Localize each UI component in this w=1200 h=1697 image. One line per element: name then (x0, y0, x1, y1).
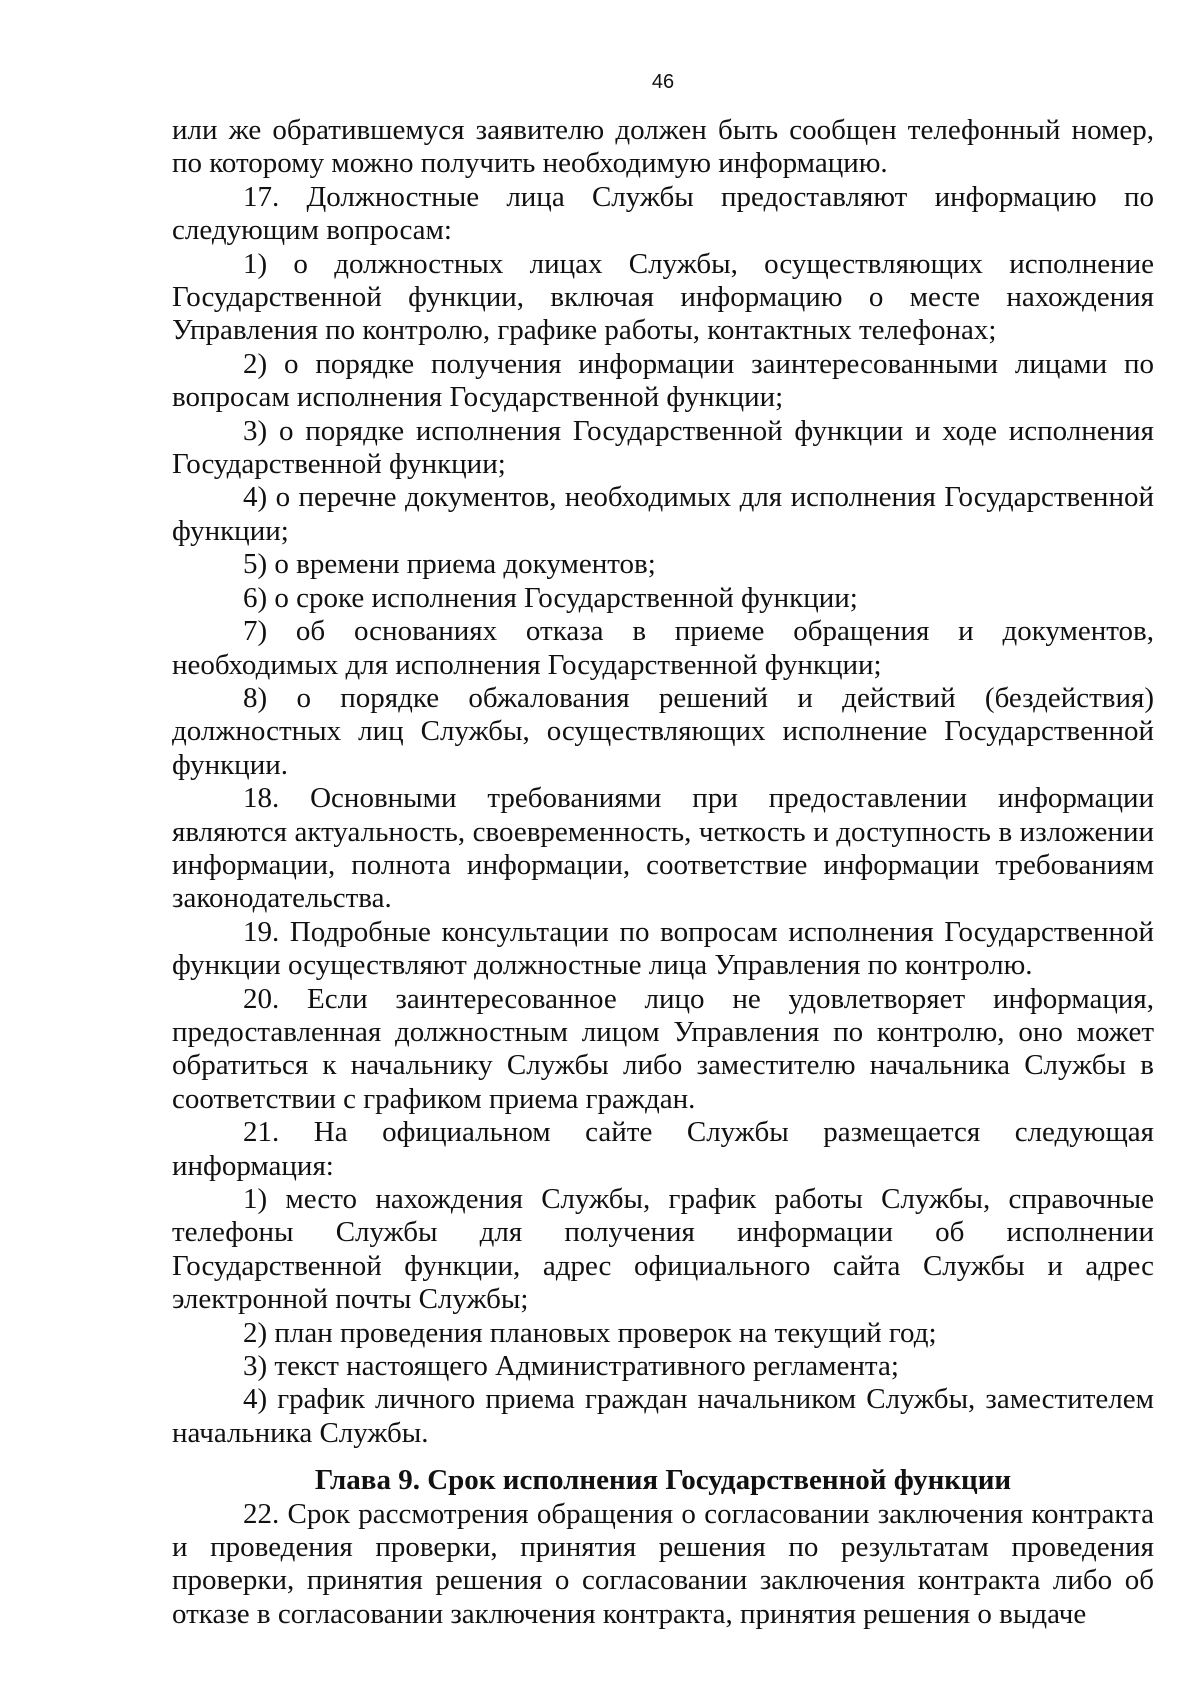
list-item-17-3: 3) о порядке исполнения Государственной функции и ходе исполнения Государственной функции; (172, 414, 1154, 481)
list-item-17-5: 5) о времени приема документов; (243, 548, 656, 581)
list-item-17-6: 6) о сроке исполнения Государственной функции; (243, 581, 858, 614)
list-item-21-3: 3) текст настоящего Административного регламента; (243, 1350, 899, 1383)
list-item-17-8: 8) о порядке обжалования решений и действий (бездействия) должностных лиц Службы, осуществляющих исполнение Государственной функции. (172, 681, 1154, 781)
paragraph-19: 19. Подробные консультации по вопросам исполнения Государственной функции осуществляют должностные лица Управления по контролю. (172, 915, 1154, 982)
paragraph-continuation: или же обратившемуся заявителю должен быть сообщен телефонный номер, по которому можно получить необходимую информацию. (172, 114, 1154, 180)
paragraph-17: 17. Должностные лица Службы предоставляют информацию по следующим вопросам: (172, 180, 1154, 247)
paragraph-21: 21. На официальном сайте Службы размещается следующая информация: (172, 1116, 1154, 1182)
list-item-17-2: 2) о порядке получения информации заинтересованными лицами по вопросам исполнения Государственной функции; (172, 347, 1154, 414)
list-item-21-2: 2) план проведения плановых проверок на текущий год; (243, 1316, 937, 1349)
list-item-17-1: 1) о должностных лицах Службы, осуществляющих исполнение Государственной функции, включая информацию о месте нахождения Управления по контролю, графике работы, контактных телефонах; (172, 247, 1154, 347)
list-item-21-1: 1) место нахождения Службы, график работы Службы, справочные телефоны Службы для получения информации об исполнении Государственной функции, адрес официального сайта Службы и адрес электронной почты Службы; (172, 1183, 1154, 1316)
paragraph-20: 20. Если заинтересованное лицо не удовлетворяет информация, предоставленная должностным лицом Управления по контролю, оно может обратиться к начальнику Службы либо заместителю начальника Службы в соответствии с графиком приема граждан. (172, 982, 1154, 1115)
paragraph-18: 18. Основными требованиями при предоставлении информации являются актуальность, своевременность, четкость и доступность в изложении информации, полнота информации, соответствие информации требованиям законодательства. (172, 782, 1154, 915)
chapter-heading: Глава 9. Срок исполнения Государственной функции (314, 1464, 1012, 1497)
list-item-21-4: 4) график личного приема граждан начальником Службы, заместителем начальника Службы. (172, 1383, 1154, 1449)
list-item-17-7: 7) об основаниях отказа в приеме обращения и документов, необходимых для исполнения Государственной функции; (172, 615, 1154, 681)
paragraph-22: 22. Срок рассмотрения обращения о согласовании заключения контракта и проведения проверки, принятия решения по результатам проведения проверки, принятия решения о согласовании заключения контракта либо об отказе в согласовании заключения контракта, принятия решения о выдаче (172, 1497, 1154, 1630)
list-item-17-4: 4) о перечне документов, необходимых для исполнения Государственной функции; (172, 481, 1154, 547)
document-page (172, 70, 1154, 1631)
page-number: 46 (651, 71, 675, 93)
